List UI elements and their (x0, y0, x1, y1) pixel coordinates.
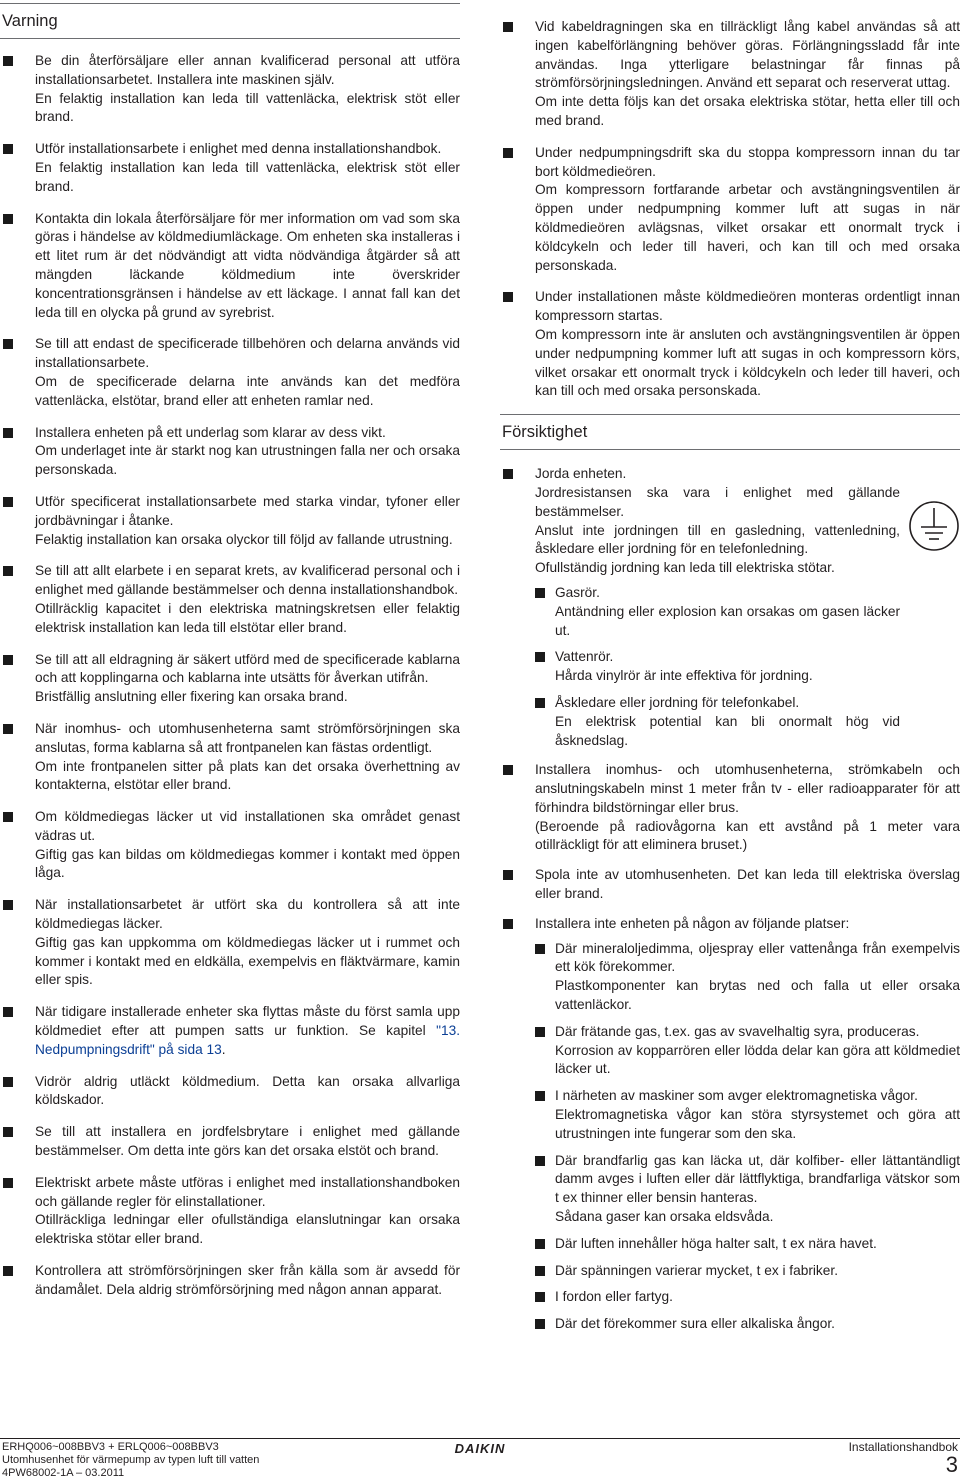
earth-sublist (535, 584, 900, 750)
bullet-icon (535, 698, 545, 708)
item-text (535, 326, 960, 401)
paragraph-text: Om inte frontpanelen sitter på plats kan det orsaka överhettning av kontakterna, elstötar eller brand. (35, 758, 460, 793)
bullet-icon (535, 1239, 545, 1249)
item-text (535, 288, 960, 326)
paragraph-text: Giftig gas kan uppkomma om köldmediegas läcker ut i rummet och kommer i kontakt med en eldkälla, exempelvis en fläktvärmare, kamin eller spis. (35, 934, 460, 988)
paragraph-text: Sådana gaser kan orsaka eldsvåda. (555, 1209, 774, 1225)
item-text (35, 720, 460, 758)
sub-text: Antändning eller explosion kan orsakas om gasen läcker ut. (555, 603, 900, 638)
bullet-icon (535, 1156, 545, 1166)
warning-list (0, 52, 460, 1300)
list-item (535, 694, 900, 750)
page-number: 3 (945, 1452, 958, 1477)
list-item (500, 288, 960, 401)
paragraph-text: Där det förekommer sura eller alkaliska ångor. (555, 1316, 835, 1332)
paragraph-text: Utför specificerat installationsarbete med starka vindar, tyfoner eller jordbävningar i åtanke. (35, 493, 460, 528)
item-text (555, 1288, 960, 1307)
footer-manual-title: Installationshandbok (848, 1440, 958, 1454)
paragraph-text: Be din återförsäljare eller annan kvalificerad personal att utföra installationsarbetet. Installera inte maskinen själv. (35, 53, 460, 87)
sub-text: Hårda vinylrör är inte effektiva för jordning. (555, 668, 813, 684)
item-text (35, 1123, 460, 1161)
bullet-icon (3, 214, 13, 224)
item-text (35, 896, 460, 934)
item-text (35, 688, 460, 707)
paragraph-text: Otillräcklig kapacitet i den elektriska matningskretsen eller felaktig elektrisk installation kan leda till elstötar eller brand. (35, 600, 460, 635)
item-text (35, 493, 460, 531)
item-text (535, 93, 960, 131)
paragraph-text: Elektromagnetiska vågor kan störa styrsystemet och göra att utrustningen inte fungerar som den ska. (555, 1107, 960, 1141)
bullet-icon (3, 900, 13, 910)
list-item (535, 1288, 960, 1307)
paragraph-text: Felaktig installation kan orsaka olyckor till följd av fallande utrustning. (35, 531, 453, 547)
item-text (35, 758, 460, 796)
item-text (35, 159, 460, 197)
item-text (35, 424, 460, 443)
link-tail: . (221, 1041, 226, 1057)
footer-document-info (2, 1441, 259, 1480)
paragraph-text: Om kompressorn inte är ansluten och avstängningsventilen är öppen under nedpumpning kommer luft att sugas in och kompressorn körs, vilket orsakar ett onormalt tryck i köldcykeln och leder till haveri, och kan till och med orsaka personskada. (535, 326, 960, 399)
paragraph-text: Elektriskt arbete måste utföras i enlighet med installationshandboken och gällande regler för elinstallationer. (35, 1174, 460, 1209)
bullet-icon (503, 292, 513, 302)
item-text (555, 1042, 960, 1080)
item-text: Installera inomhus- och utomhusenheterna, strömkabeln och anslutningskabeln minst 1 meter från tv - eller radioapparater för att förhindra bildstörningar eller brus. (535, 762, 960, 815)
item-text: Spola inte av utomhusenheten. Det kan leda till elektriska överslag eller brand. (535, 867, 960, 902)
bullet-icon (3, 1007, 13, 1017)
paragraph-text: När tidigare installerade enheter ska flyttas måste du först samla upp köldmediet efter att pumpen satts ur funktion. Se kapitel (35, 1004, 460, 1039)
paragraph-text: Där mineraloljedimma, oljespray eller vattenånga från exempelvis ett kök förekommer. (555, 940, 960, 975)
item-text (35, 1262, 460, 1300)
sub-title: Vattenrör. (555, 649, 614, 665)
paragraph-text: Plastkomponenter kan brytas ned och falla ut eller orsaka vattenläckor. (555, 978, 960, 1013)
paragraph-text: I närheten av maskiner som avger elektromagnetiska vågor. (555, 1088, 918, 1104)
bullet-icon (3, 1178, 13, 1188)
item-text (555, 1152, 960, 1208)
list-item (0, 52, 460, 127)
item-text (555, 940, 960, 978)
bullet-icon (3, 655, 13, 665)
item-text (35, 1174, 460, 1212)
item-text (555, 1087, 960, 1106)
bullet-icon (3, 724, 13, 734)
list-item (535, 1315, 960, 1334)
item-text (555, 1106, 960, 1144)
list-item (535, 1087, 960, 1143)
bullet-icon (503, 469, 513, 479)
logo-text: DAIKIN (454, 1441, 506, 1455)
item-text (35, 1003, 460, 1059)
bullet-icon (3, 497, 13, 507)
left-column (0, 0, 460, 1313)
list-item (0, 335, 460, 410)
item-text (35, 52, 460, 90)
item-text (35, 562, 460, 600)
paragraph-text: Bristfällig anslutning eller fixering kan orsaka brand. (35, 689, 348, 705)
item-text (35, 808, 460, 846)
paragraph-text: Installera enheten på ett underlag som klarar av dess vikt. (35, 424, 386, 440)
bullet-icon (535, 1319, 545, 1329)
item-text (35, 1073, 460, 1111)
list-item (0, 562, 460, 637)
item-text (535, 144, 960, 182)
earth-title: Jorda enheten. (535, 466, 627, 482)
paragraph-text: En felaktig installation kan leda till vattenläcka, elektrisk stöt eller brand. (35, 159, 460, 194)
list-item (500, 866, 960, 904)
bullet-icon (3, 428, 13, 438)
places-sublist (535, 940, 960, 1334)
paragraph-text: Om köldmediegas läcker ut vid installationen ska området genast vädras ut. (35, 809, 460, 843)
paragraph-text: Se till att installera en jordfelsbrytare i enlighet med gällande bestämmelser. Om detta inte görs kan det orsaka elstöt och brand. (35, 1124, 460, 1159)
item-text (535, 181, 960, 275)
bullet-icon (535, 1266, 545, 1276)
list-item (0, 651, 460, 707)
list-item (0, 210, 460, 323)
earth-text: Ofullständig jordning kan leda till elektriska stötar. (535, 560, 835, 576)
bullet-icon (503, 919, 513, 929)
paragraph-text: I fordon eller fartyg. (555, 1289, 673, 1305)
list-item (500, 144, 960, 276)
list-item (0, 1123, 460, 1161)
bullet-icon (3, 566, 13, 576)
list-item (535, 1262, 960, 1281)
earth-text: Anslut inte jordningen till en gasledning, vattenledning, åskledare eller jordning för en telefonledning. (535, 522, 900, 557)
item-text (35, 934, 460, 990)
item-text: (Beroende på radiovågorna kan ett avstånd på 1 meter vara otillräckligt för att eliminera bruset.) (535, 818, 960, 853)
list-item (0, 896, 460, 990)
list-item (500, 18, 960, 131)
item-text (35, 335, 460, 373)
paragraph-text: Där frätande gas, t.ex. gas av svavelhaltig syra, produceras. (555, 1023, 920, 1039)
paragraph-text: Om underlaget inte är starkt nog kan utrustningen falla ner och orsaka personskada. (35, 443, 460, 478)
ground-symbol-icon (908, 500, 960, 552)
item-text (555, 977, 960, 1015)
bullet-icon (535, 1091, 545, 1101)
paragraph-text: Där brandfarlig gas kan läcka ut, där kolfiber- eller lättantändligt damm avges i luften eller där lättflyktiga, brandfarliga vätskor som t ex thinner eller bensin hanteras. (555, 1152, 960, 1206)
list-item (535, 648, 900, 686)
item-text (35, 651, 460, 689)
caution-heading: Försiktighet (500, 414, 960, 450)
list-item (0, 424, 460, 480)
sub-title: Åskledare eller jordning för telefonkabel. (555, 694, 800, 710)
paragraph-text: När installationsarbetet är utfört ska du kontrollera så att inte köldmediegas läcker. (35, 897, 460, 932)
item-text (35, 373, 460, 411)
item-text (35, 442, 460, 480)
paragraph-text: Se till att allt elarbete i en separat krets, av kvalificerad personal och i enlighet med gällande bestämmelser och denna installationshandbok. (35, 563, 460, 598)
footer-model: ERHQ006~008BBV3 + ERLQ006~008BBV3 (2, 1441, 219, 1453)
paragraph-text: Kontrollera att strömförsörjningen sker från källa som är avsedd för ändamålet. Dela aldrig strömförsörjning med någon annan apparat. (35, 1263, 460, 1297)
item-text (35, 1211, 460, 1249)
bullet-icon (3, 56, 13, 66)
bullet-icon (535, 1292, 545, 1302)
footer-divider (0, 1438, 960, 1439)
bullet-icon (535, 1027, 545, 1037)
item-text (535, 18, 960, 93)
list-item (0, 493, 460, 549)
paragraph-text: Se till att endast de specificerade tillbehören och delarna används vid installationsarbete. (35, 336, 460, 371)
paragraph-text: Giftig gas kan bildas om köldmediegas kommer i kontakt med öppen låga. (35, 846, 460, 881)
list-item (500, 761, 960, 855)
item-text (35, 90, 460, 128)
list-item (500, 915, 960, 1334)
paragraph-text: Under nedpumpningsdrift ska du stoppa kompressorn innan du tar bort köldmedieören. (535, 144, 960, 179)
paragraph-text: Kontakta din lokala återförsäljare för mer information om vad som ska göras i händelse av köldmediumläckage. Om enheten ska installeras i ett litet rum är det nödvändigt att vidta nödvändiga åtgärder så att mängden läckande köldmedium inte överskrider koncentrationsgränsen i händelse av ett läckage. I annat fall kan det leda till en olycka på grund av syrebrist. (35, 210, 460, 320)
bullet-icon (3, 339, 13, 349)
sub-title: Gasrör. (555, 584, 600, 600)
list-item (0, 1262, 460, 1300)
list-item (535, 1235, 960, 1254)
warning-continued-list (500, 18, 960, 401)
item-text (35, 531, 460, 550)
warning-heading: Varning (0, 3, 460, 39)
list-item (0, 140, 460, 196)
bullet-icon (503, 22, 513, 32)
daikin-logo (444, 1441, 516, 1455)
cross-reference-link[interactable]: "13. Nedpumpningsdrift" på sida 13 (35, 1023, 460, 1057)
list-item (535, 1023, 960, 1079)
list-item (0, 808, 460, 883)
paragraph-text: Om kompressorn fortfarande arbetar och avstängningsventilen är öppen under nedpumpning kommer luft att sugas in när köldmedieören avlägsnas, vilket orsakar ett onormalt tryck i köldcykeln och leder till haveri, och kan till och med orsaka personskada. (535, 182, 960, 273)
footer-subtitle: Utomhusenhet för värmepump av typen luft till vatten (2, 1454, 260, 1466)
bullet-icon (503, 765, 513, 775)
list-item (0, 720, 460, 795)
bullet-icon (503, 870, 513, 880)
paragraph-text: Se till att all eldragning är säkert utförd med de specificerade kablarna och att kopplingarna och kablarna inte utsätts för åverkan utifrån. (35, 651, 460, 686)
bullet-icon (3, 1077, 13, 1087)
paragraph-text: Korrosion av kopparrören eller lödda delar kan göra att köldmediet läcker ut. (555, 1042, 960, 1077)
item-text (555, 1315, 960, 1334)
paragraph-text: Under installationen måste köldmedieören monteras ordentligt innan kompressorn startas. (535, 289, 960, 324)
list-item (535, 940, 960, 1015)
bullet-icon (3, 1127, 13, 1137)
paragraph-text: Där spänningen varierar mycket, t ex i fabriker. (555, 1262, 838, 1278)
caution-list (500, 465, 960, 1334)
item-text (555, 1235, 960, 1254)
footer-doc-code: 4PW68002-1A – 03.2011 (2, 1467, 125, 1479)
item-text (35, 600, 460, 638)
paragraph-text: Vidrör aldrig utläckt köldmedium. Detta kan orsaka allvarliga köldskador. (35, 1073, 460, 1108)
list-item (535, 1152, 960, 1227)
sub-text: En elektrisk potential kan bli onormalt hög vid åsknedslag. (555, 713, 900, 748)
list-item (0, 1073, 460, 1111)
bullet-icon (3, 144, 13, 154)
bullet-icon (3, 1266, 13, 1276)
bullet-icon (535, 588, 545, 598)
item-text (35, 140, 460, 159)
page-footer (0, 1438, 960, 1479)
item-text (555, 1023, 960, 1042)
right-column (500, 0, 960, 1345)
list-item (535, 584, 900, 640)
item-text (35, 846, 460, 884)
bullet-icon (535, 652, 545, 662)
bullet-icon (503, 148, 513, 158)
bullet-icon (3, 812, 13, 822)
paragraph-text: Vid kabeldragningen ska en tillräckligt lång kabel användas så att ingen kabelförlängning behöver göras. Förlängningssladd får inte användas. Inga ytterligare belastningar får finnas på strömförsörjningsledningen. Använd ett separat och reserverat uttag. (535, 19, 960, 91)
list-item (0, 1174, 460, 1249)
paragraph-text: Där luften innehåller höga halter salt, t ex nära havet. (555, 1235, 877, 1251)
item-text (555, 1262, 960, 1281)
bullet-icon (535, 944, 545, 954)
paragraph-text: Utför installationsarbete i enlighet med denna installationshandbok. (35, 141, 442, 157)
list-item (0, 1003, 460, 1059)
paragraph-text: Otillräckliga ledningar eller ofullständiga elanslutningar kan orsaka elektriska stötar eller brand. (35, 1212, 460, 1247)
paragraph-text: Om de specificerade delarna inte används kan det medföra vattenläcka, elstötar, brand eller att enheten ramlar ned. (35, 373, 460, 408)
list-item (500, 465, 960, 750)
earth-text: Jordresistansen ska vara i enlighet med gällande bestämmelser. (535, 484, 900, 519)
paragraph-text: Om inte detta följs kan det orsaka elektriska stötar, hetta eller till och med brand. (535, 94, 960, 128)
item-text: Installera inte enheten på någon av följande platser: (535, 915, 850, 931)
paragraph-text: När inomhus- och utomhusenheterna samt strömförsörjningen ska anslutas, forma kablarna så att frontpanelen kan fästas ordentligt. (35, 720, 460, 755)
item-text (35, 210, 460, 323)
item-text (555, 1208, 960, 1227)
paragraph-text: En felaktig installation kan leda till vattenläcka, elektrisk stöt eller brand. (35, 90, 460, 125)
